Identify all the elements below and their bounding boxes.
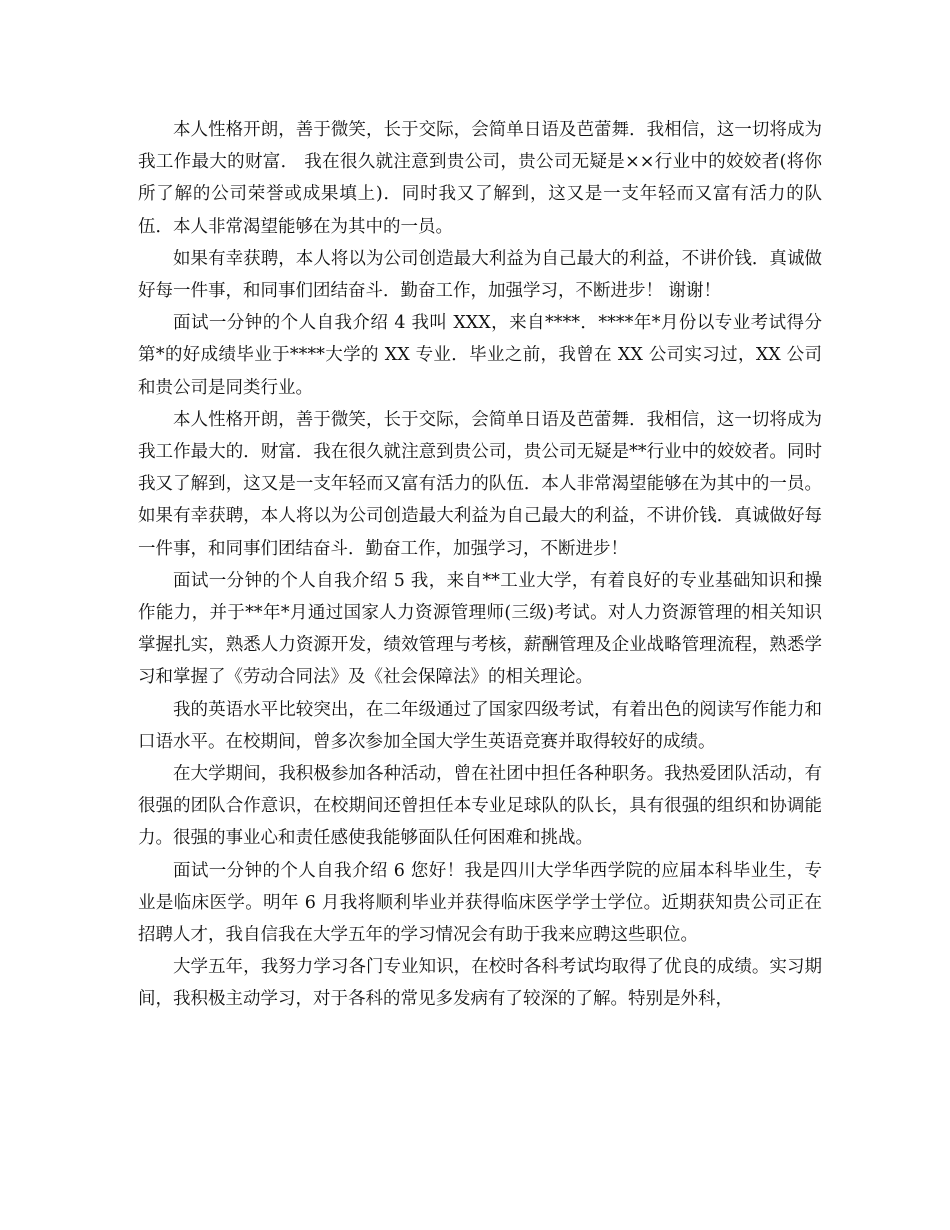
paragraph-1: 本人性格开朗，善于微笑，长于交际，会简单日语及芭蕾舞．我相信，这一切将成为我工作最大的财富． 我在很久就注意到贵公司，贵公司无疑是××行业中的姣姣者(将你所了解的公司荣誉或成果填上)．同时我又了解到，这又是一支年轻而又富有活力的队伍．本人非常渴望能够在为其中的一员。 bbox=[138, 120, 822, 237]
paragraph-6: 我的英语水平比较突出，在二年级通过了国家四级考试，有着出色的阅读写作能力和口语水平。在校期间，曾多次参加全国大学生英语竞赛并取得较好的成绩。 bbox=[138, 699, 822, 752]
paragraph-4: 本人性格开朗，善于微笑，长于交际，会简单日语及芭蕾舞．我相信，这一切将成为我工作最大的．财富．我在很久就注意到贵公司，贵公司无疑是**行业中的姣姣者。同时我又了解到，这又是一支年轻而又富有活力的队伍．本人非常渴望能够在为其中的一员。如果有幸获聘，本人将以为公司创造最大利益为自己最大的利益，不讲价钱．真诚做好每一件事，和同事们团结奋斗．勤奋工作，加强学习，不断进步！ bbox=[138, 409, 822, 559]
paragraph-7: 在大学期间，我积极参加各种活动，曾在社团中担任各种职务。我热爱团队活动，有很强的团队合作意识，在校期间还曾担任本专业足球队的队长，具有很强的组织和协调能力。很强的事业心和责任感使我能够面队任何困难和挑战。 bbox=[138, 764, 822, 849]
paragraph-2: 如果有幸获聘，本人将以为公司创造最大利益为自己最大的利益，不讲价钱．真诚做好每一件事，和同事们团结奋斗．勤奋工作，加强学习，不断进步！ 谢谢！ bbox=[138, 248, 822, 302]
paragraph-3: 面试一分钟的个人自我介绍 4 我叫 XXX，来自****．****年*月份以专业考试得分第*的好成绩毕业于****大学的 XX 专业．毕业之前，我曾在 XX 公司实习过，XX 公司和贵公司是同类行业。 bbox=[138, 313, 822, 398]
paragraph-9: 大学五年，我努力学习各门专业知识，在校时各科考试均取得了优良的成绩。实习期间，我积极主动学习，对于各科的常见多发病有了较深的了解。特别是外科， bbox=[138, 957, 822, 1010]
paragraph-5: 面试一分钟的个人自我介绍 5 我，来自**工业大学，有着良好的专业基础知识和操作能力，并于**年*月通过国家人力资源管理师(三级)考试。对人力资源管理的相关知识掌握扎实，熟悉人力资源开发，绩效管理与考核，薪酬管理及企业战略管理流程，熟悉学习和掌握了《劳动合同法》及《社会保障法》的相关理论。 bbox=[138, 570, 822, 688]
document-body bbox=[138, 114, 822, 1016]
paragraph-8: 面试一分钟的个人自我介绍 6 您好！我是四川大学华西学院的应届本科毕业生，专业是临床医学。明年 6 月我将顺利毕业并获得临床医学学士学位。近期获知贵公司正在招聘人才，我自信我在大学五年的学习情况会有助于我来应聘这些职位。 bbox=[138, 860, 822, 946]
